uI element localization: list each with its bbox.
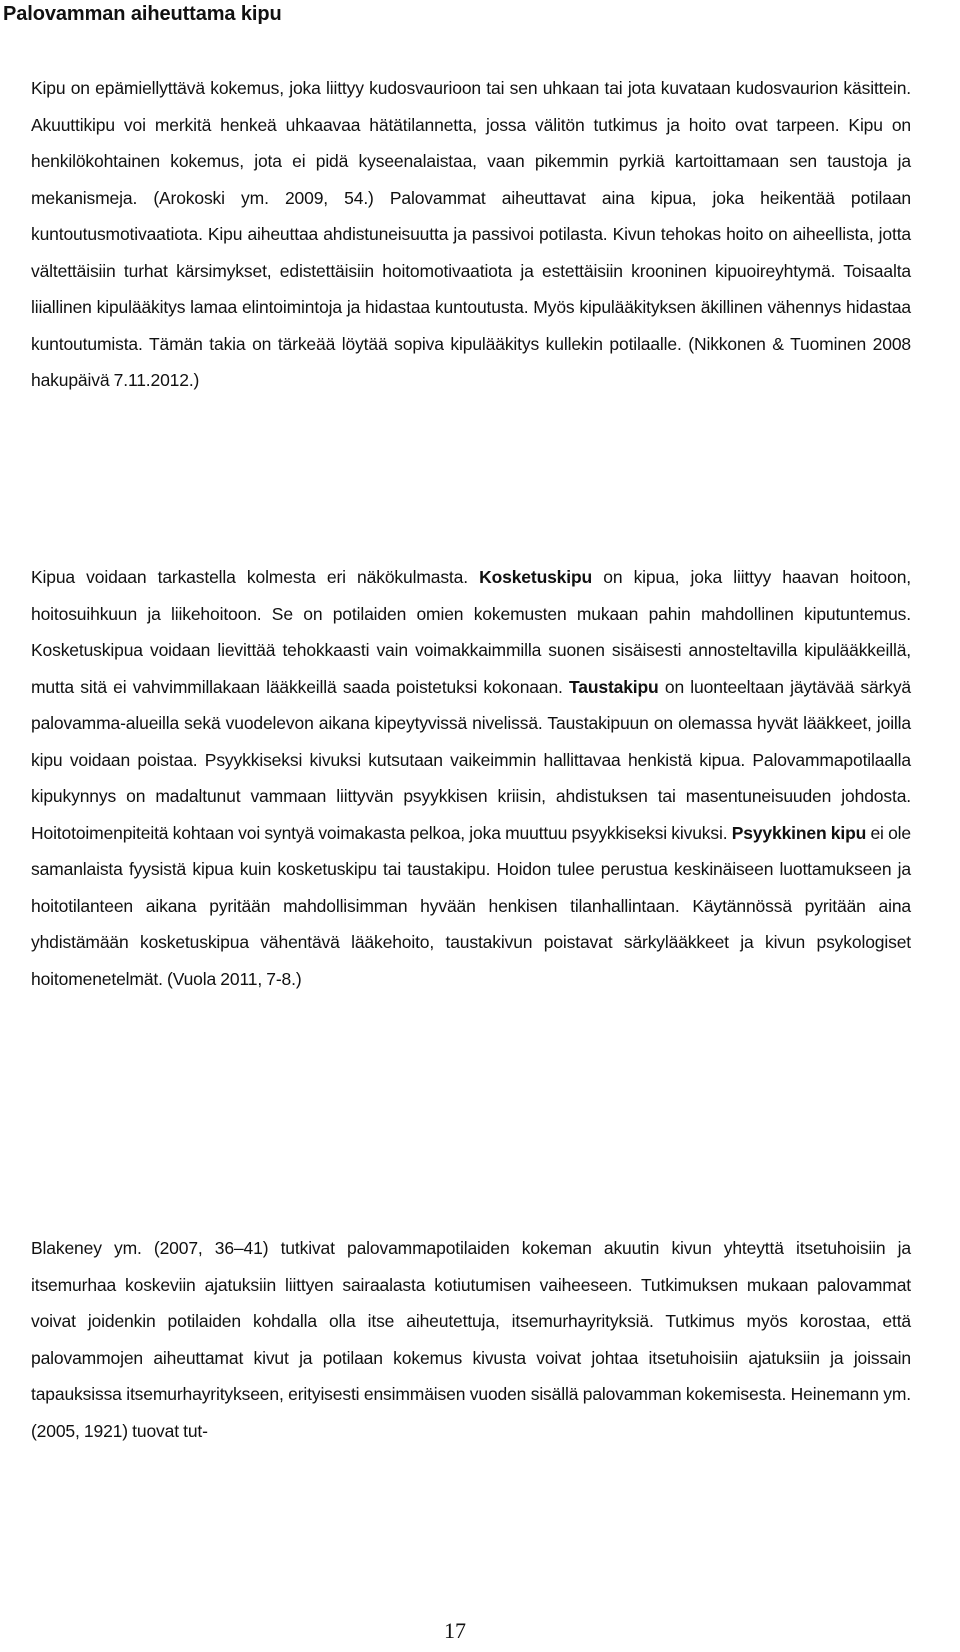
paragraph-text: Kipua voidaan tarkastella kolmesta eri näkökulmasta. — [31, 567, 480, 587]
section-heading: Palovamman aiheuttama kipu — [3, 3, 282, 25]
paragraph-pain-definition: Kipu on epämiellyttävä kokemus, joka liittyy kudosvaurioon tai sen uhkaan tai jota kuvataan kudosvaurion käsittein. Akuuttikipu voi merkitä henkeä uhkaavaa hätätilannetta, jossa välitön tutkimus ja hoito ovat tarpeen. Kipu on henkilökohtainen kokemus, jota ei pidä kyseenalaistaa, vaan pikemmin pyrkiä kartoittamaan sen taustoja ja mekanismeja. (Arokoski ym. 2009, 54.) Palovammat aiheuttavat aina kipua, joka heikentää potilaan kuntoutusmotivaatiota. Kipu aiheuttaa ahdistuneisuutta ja passivoi potilasta. Kivun tehokas hoito on aiheellista, jotta vältettäisiin turhat kärsimykset, edistettäisiin hoitomotivaatiota ja estettäisiin krooninen kipuoireyhtymä. Toisaalta liiallinen kipulääkitys lamaa elintoimintoja ja hidastaa kuntoutusta. Myös kipulääkityksen äkillinen vähennys hidastaa kuntoutumista. Tämän takia on tärkeää löytää sopiva kipulääkitys kullekin potilaalle. (Nikkonen & Tuominen 2008 hakupäivä 7.11.2012.) — [31, 78, 911, 390]
page-number: 17 — [444, 1618, 466, 1643]
term-kosketuskipu: Kosketuskipu — [479, 567, 593, 587]
paragraph-text: on kipua, joka liittyy haavan hoitoon, hoitosuihkuun ja liikehoitoon. Se on potilaiden omien kokemusten mukaan pahin mahdollinen kiputuntemus. Kosketuskipua voidaan lievittää tehokkaasti vain voimakkaimmilla suonen sisäisesti annosteltavilla kipulääkkeillä, mutta sitä ei vahvimmillakaan lääkkeillä saada poistetuksi kokonaan. — [31, 567, 911, 697]
paragraph-text: ei ole samanlaista fyysistä kipua kuin kosketuskipu tai taustakipu. Hoidon tulee perustua keskinäiseen luottamukseen ja hoitotilanteen aikana pyritään mahdollisimman hyvään henkisen tilanhallintaan. Käytännössä pyritään aina yhdistämään kosketuskipua vähentävä lääkehoito, taustakivun poistavat särkylääkkeet ja kivun psykologiset hoitomenetelmät. (Vuola 2011, 7-8.) — [31, 822, 911, 989]
term-taustakipu: Taustakipu — [569, 676, 659, 697]
paragraph-blakeney-study: Blakeney ym. (2007, 36–41) tutkivat palovammapotilaiden kokeman akuutin kivun yhteyttä itsetuhoisiin ja itsemurhaa koskeviin ajatuksiin liittyen sairaalasta kotiutumisen vaiheeseen. Tutkimuksen mukaan palovammat voivat joidenkin potilaiden kohdalla olla itse aiheutettuja, itsemurhayrityksiä. Tutkimus myös korostaa, että palovammojen aiheuttamat kivut ja potilaan kokemus kivusta voivat johtaa itsetuhoisiin ajatuksiin ja joissain tapauksissa itsemurhayritykseen, erityisesti ensimmäisen vuoden sisällä palovamman kokemisesta. Heinemann ym. (2005, 1921) tuovat tut- — [31, 1238, 911, 1441]
term-psyykkinen-kipu: Psyykkinen kipu — [731, 822, 867, 843]
paragraph-text: on luonteeltaan jäytävää särkyä palovamma-alueilla sekä vuodelevon aikana kipeytyvissä nivelissä. Taustakipuun on olemassa hyvät lääkkeet, joilla kipu voidaan poistaa. Psyykkiseksi kivuksi kutsutaan vaikeimmin hallittavaa henkistä kipua. Palovammapotilaalla kipukynnys on madaltunut vammaan liittyvän psyykkisen kriisin, ahdistuksen tai masentuneisuuden johdosta. Hoitotoimenpiteitä kohtaan voi syntyä voimakasta pelkoa, joka muuttuu psyykkiseksi kivuksi. — [31, 676, 912, 843]
paragraph-pain-types — [31, 559, 911, 997]
